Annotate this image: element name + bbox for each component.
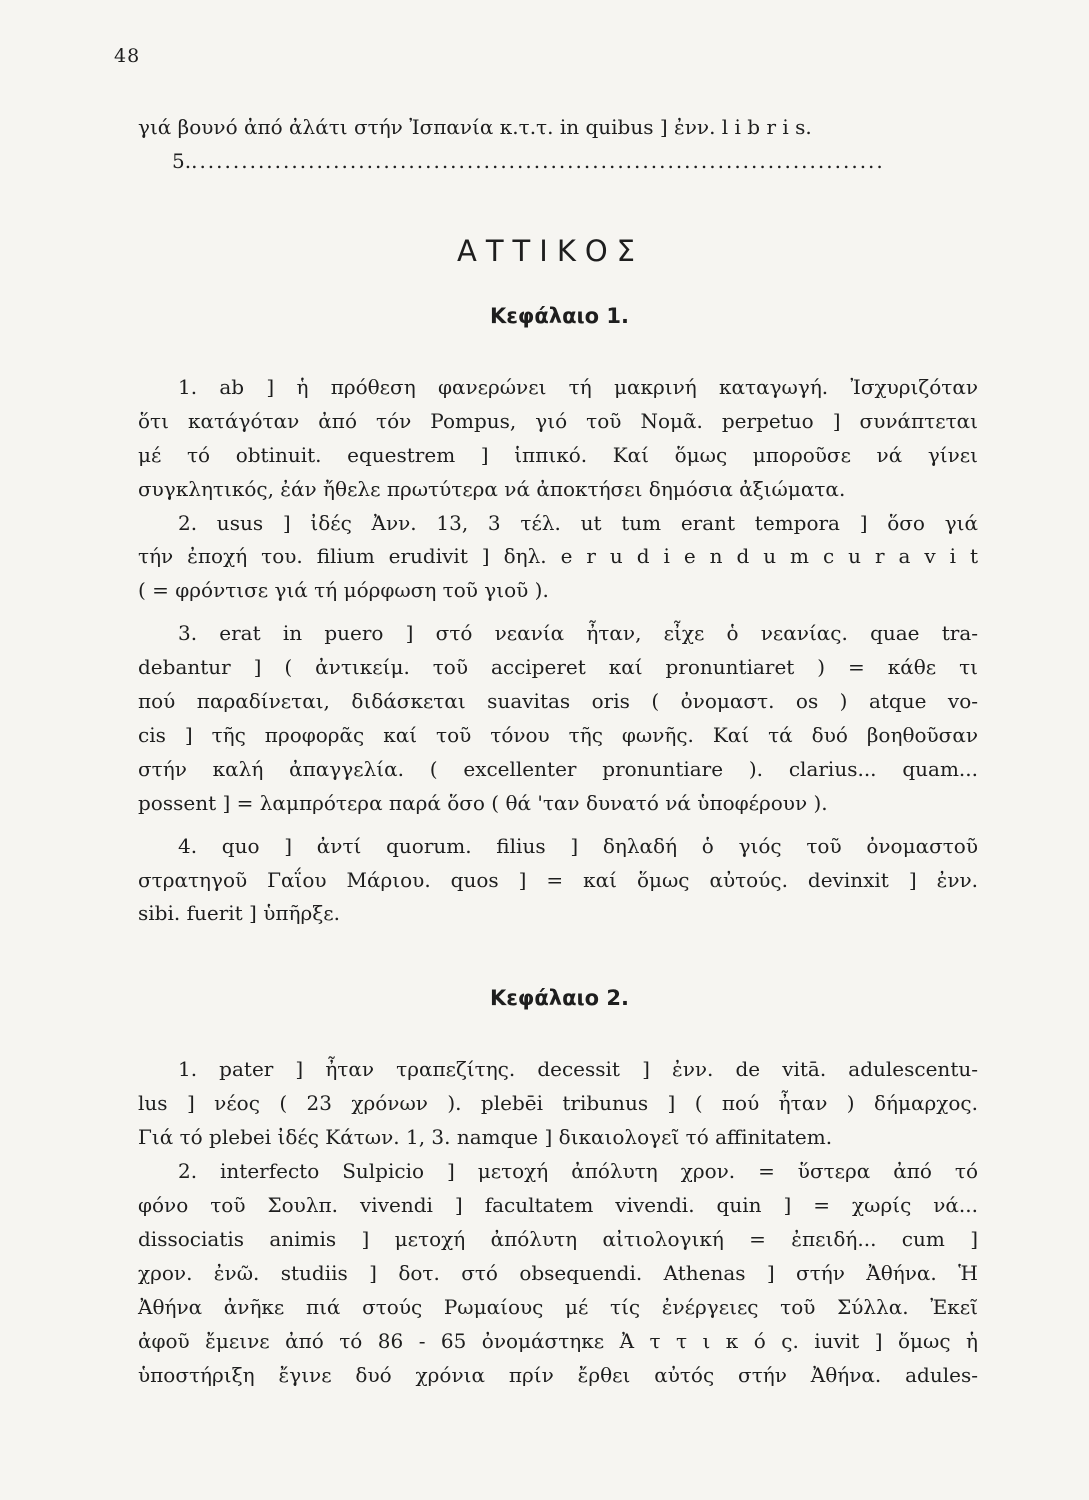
text-line: 3. erat in puero ] στό νεανία ἦταν, εἶχε ὁ νεανίας. quae tra- [178, 621, 978, 645]
text-line: ἀφοῦ ἔμεινε ἀπό τό 86 - 65 ὀνομάστηκε Ἀ τ τ ι κ ό ς. iuvit ] ὅμως ἡ [138, 1329, 978, 1353]
text-line: Ἀθήνα ἀνῆκε πιά στούς Ρωμαίους μέ τίς ἐνέργειες τοῦ Σύλλα. Ἐκεῖ [138, 1295, 978, 1319]
text-line: sibi. fuerit ] ὑπῆρξε. [138, 901, 340, 925]
text-line: ὑποστήριξη ἔγινε δυό χρόνια πρίν ἔρθει αὐτός στήν Ἀθήνα. adules- [138, 1363, 978, 1387]
intro-line: γιά βουνό ἀπό ἀλάτι στήν Ἰσπανία κ.τ.τ. in quibus ] ἐνν. l i b r i s. [138, 115, 812, 139]
text-line: 4. quo ] ἀντί quorum. filius ] δηλαδή ὁ γιός τοῦ ὀνομαστοῦ [178, 834, 978, 858]
dotted-leader: ................................................................................... [191, 149, 885, 173]
text-line: Γιά τό plebei ἰδές Κάτων. 1, 3. namque ] δικαιολογεῖ τό affinitatem. [138, 1125, 833, 1149]
dotted-line-number: 5. [172, 149, 192, 173]
text-line: 1. ab ] ἡ πρόθεση φανερώνει τή μακρινή καταγωγή. Ἰσχυριζόταν [178, 375, 978, 399]
text-line: φόνο τοῦ Σουλπ. vivendi ] facultatem vivendi. quin ] = χωρίς νά... [138, 1193, 978, 1217]
text-line: 1. pater ] ἦταν τραπεζίτης. decessit ] ἐνν. de vitā. adulescentu- [178, 1057, 978, 1081]
page-number: 48 [114, 45, 141, 67]
text-line: cis ] τῆς προφορᾶς καί τοῦ τόνου τῆς φωνῆς. Καί τά δυό βοηθοῦσαν [138, 723, 978, 747]
text-line: dissociatis animis ] μετοχή ἀπόλυτη αἰτιολογική = ἐπειδή... cum ] [138, 1227, 978, 1251]
text-line: μέ τό obtinuit. equestrem ] ἱππικό. Καί ὅμως μποροῦσε νά γίνει [138, 443, 978, 467]
text-line: ( = φρόντισε γιά τή μόρφωση τοῦ γιοῦ ). [138, 578, 549, 602]
dotted-line [172, 148, 968, 174]
text-line: debantur ] ( ἀντικείμ. τοῦ acciperet καί pronuntiaret ) = κάθε τι [138, 655, 978, 679]
chapter-2-heading: Κεφάλαιο 2. [489, 986, 630, 1010]
text-line: ὅτι κατάγόταν ἀπό τόν Pompus, γιό τοῦ Νομᾶ. perpetuo ] συνάπτεται [138, 409, 978, 433]
text-line: στρατηγοῦ Γαΐου Μάριου. quos ] = καί ὅμως αὐτούς. devinxit ] ἐνν. [138, 868, 978, 892]
text-line: στήν καλή ἀπαγγελία. ( excellenter pronuntiare ). clarius... quam... [138, 757, 978, 781]
text-line: χρον. ἐνῶ. studiis ] δοτ. στό obsequendi. Athenas ] στήν Ἀθήνα. Ἡ [138, 1261, 978, 1285]
text-line: lus ] νέος ( 23 χρόνων ). plebēi tribunus ] ( πού ἦταν ) δήμαρχος. [138, 1091, 978, 1115]
chapter-1-heading: Κεφάλαιο 1. [489, 304, 630, 328]
text-line: 2. usus ] ἰδές Ἀνν. 13, 3 τέλ. ut tum erant tempora ] ὅσο γιά [178, 511, 978, 535]
text-line: 2. interfecto Sulpicio ] μετοχή ἀπόλυτη χρον. = ὕστερα ἀπό τό [178, 1159, 978, 1183]
page-title: ΑΤΤΙΚΟΣ [457, 234, 644, 268]
text-line: τήν ἐποχή του. filium erudivit ] δηλ. e r u d i e n d u m c u r a v i t [138, 544, 978, 568]
text-line: πού παραδίνεται, διδάσκεται suavitas oris ( ὀνομαστ. os ) atque vo- [138, 689, 978, 713]
text-line: συγκλητικός, ἐάν ἤθελε πρωτύτερα νά ἀποκτήσει δημόσια ἀξιώματα. [138, 477, 846, 501]
text-line: possent ] = λαμπρότερα παρά ὅσο ( θά 'ταν δυνατό νά ὑποφέρουν ). [138, 791, 828, 815]
